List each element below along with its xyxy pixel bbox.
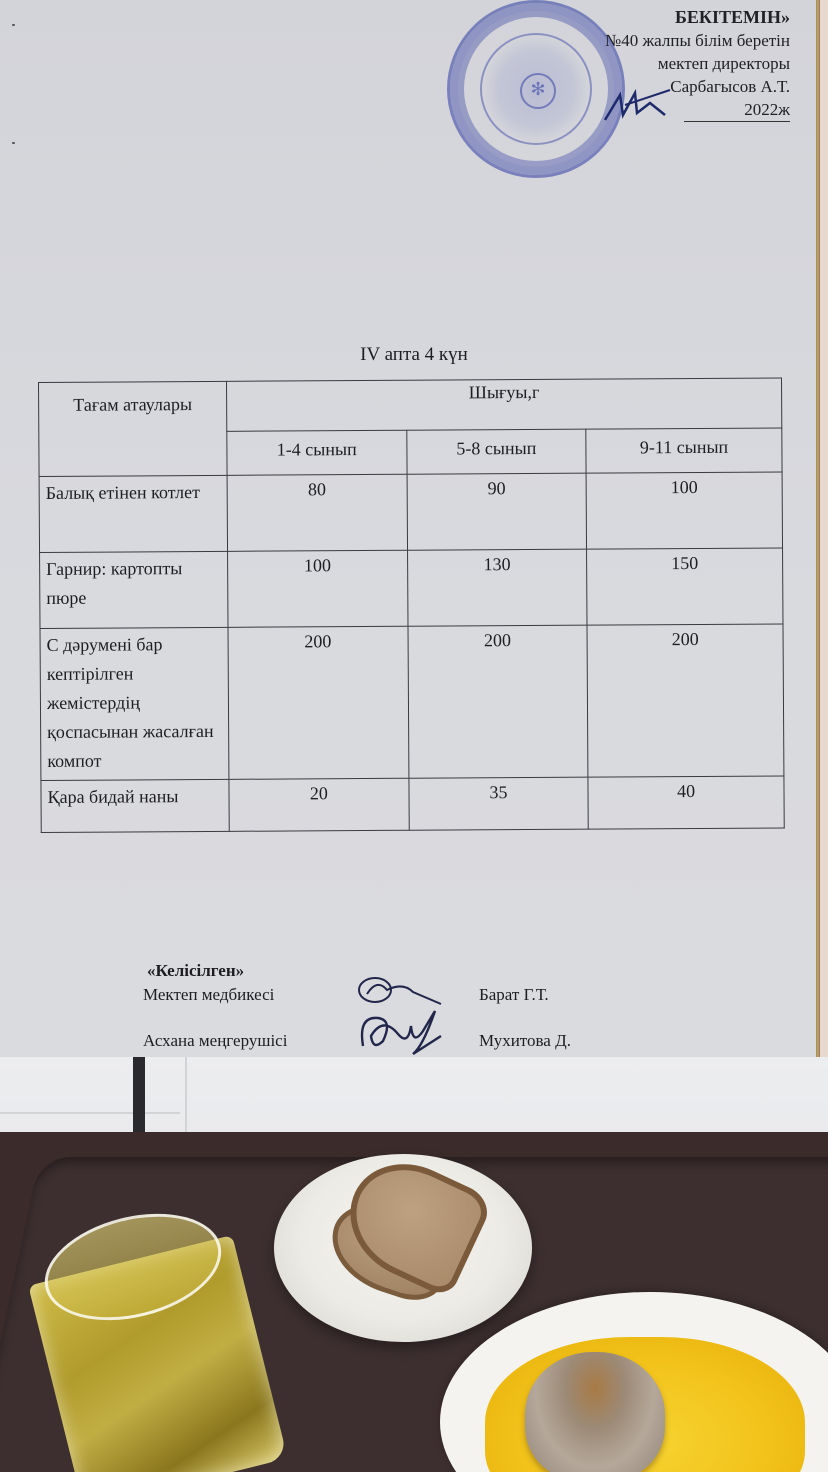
portion-grade-1-4: 80 <box>227 474 407 551</box>
portion-grade-9-11: 100 <box>586 472 782 549</box>
fish-cutlet <box>525 1352 665 1472</box>
wall-tile-seam <box>0 1112 180 1114</box>
agreed-block <box>143 958 571 1050</box>
approval-title: БЕКІТЕМІН» <box>675 7 790 27</box>
paper-speck <box>12 142 15 144</box>
canteen-head-signature-icon <box>353 1006 443 1056</box>
signatory-role: Асхана меңгерушісі <box>143 1031 288 1050</box>
dish-name: Қара бидай наны <box>41 779 229 832</box>
portion-grade-5-8: 90 <box>407 473 587 550</box>
signatory-name: Барат Г.Т. <box>479 985 549 1004</box>
emblem-icon <box>520 73 556 109</box>
director-signature-icon <box>595 85 675 125</box>
header-grade-9-11: 9-11 сынып <box>586 428 782 473</box>
table-row <box>40 548 783 629</box>
photo-border <box>820 0 828 1057</box>
portion-grade-5-8: 200 <box>408 625 589 778</box>
dish-name: Гарнир: картопты пюре <box>40 551 228 628</box>
table-header-row <box>39 378 782 433</box>
menu-heading: IV апта 4 күн <box>360 344 468 365</box>
portion-grade-5-8: 35 <box>409 777 589 830</box>
table-row <box>40 624 784 781</box>
header-output: Шығуы,г <box>226 378 781 431</box>
approval-position: мектеп директоры <box>657 54 790 73</box>
portion-grade-1-4: 200 <box>228 626 409 779</box>
paper-edge <box>816 0 820 1057</box>
portion-grade-1-4: 20 <box>229 778 409 831</box>
portion-grade-1-4: 100 <box>228 550 408 627</box>
signatory-name: Мухитова Д. <box>479 1031 571 1050</box>
signatory-role: Мектеп медбикесі <box>143 985 275 1004</box>
approval-director-name: Сарбагысов А.Т. <box>670 77 790 96</box>
meal-photo <box>0 1057 828 1472</box>
menu-table <box>38 377 785 833</box>
wall-tile-seam <box>185 1057 187 1137</box>
stamp-emblem <box>480 33 592 145</box>
portion-grade-9-11: 200 <box>587 624 784 777</box>
header-dish-names: Тағам атаулары <box>39 381 228 476</box>
approval-school: №40 жалпы білім беретін <box>604 31 790 50</box>
table-row <box>41 776 784 833</box>
header-grade-5-8: 5-8 сынып <box>406 429 586 474</box>
table-row <box>39 472 782 553</box>
header-grade-1-4: 1-4 сынып <box>227 430 407 475</box>
paper-speck <box>12 24 15 26</box>
nurse-signature-icon <box>353 974 443 1010</box>
portion-grade-5-8: 130 <box>407 549 587 626</box>
dish-name: С дәрумені бар кептірілген жемістердің қоспасынан жасалған компот <box>40 627 229 780</box>
compote-glass <box>43 1217 278 1472</box>
approval-date: 2022ж <box>684 98 790 122</box>
dish-name: Балық етінен котлет <box>39 475 227 552</box>
portion-grade-9-11: 40 <box>588 776 784 829</box>
agreed-title: «Келісілген» <box>147 961 245 980</box>
portion-grade-9-11: 150 <box>587 548 783 625</box>
